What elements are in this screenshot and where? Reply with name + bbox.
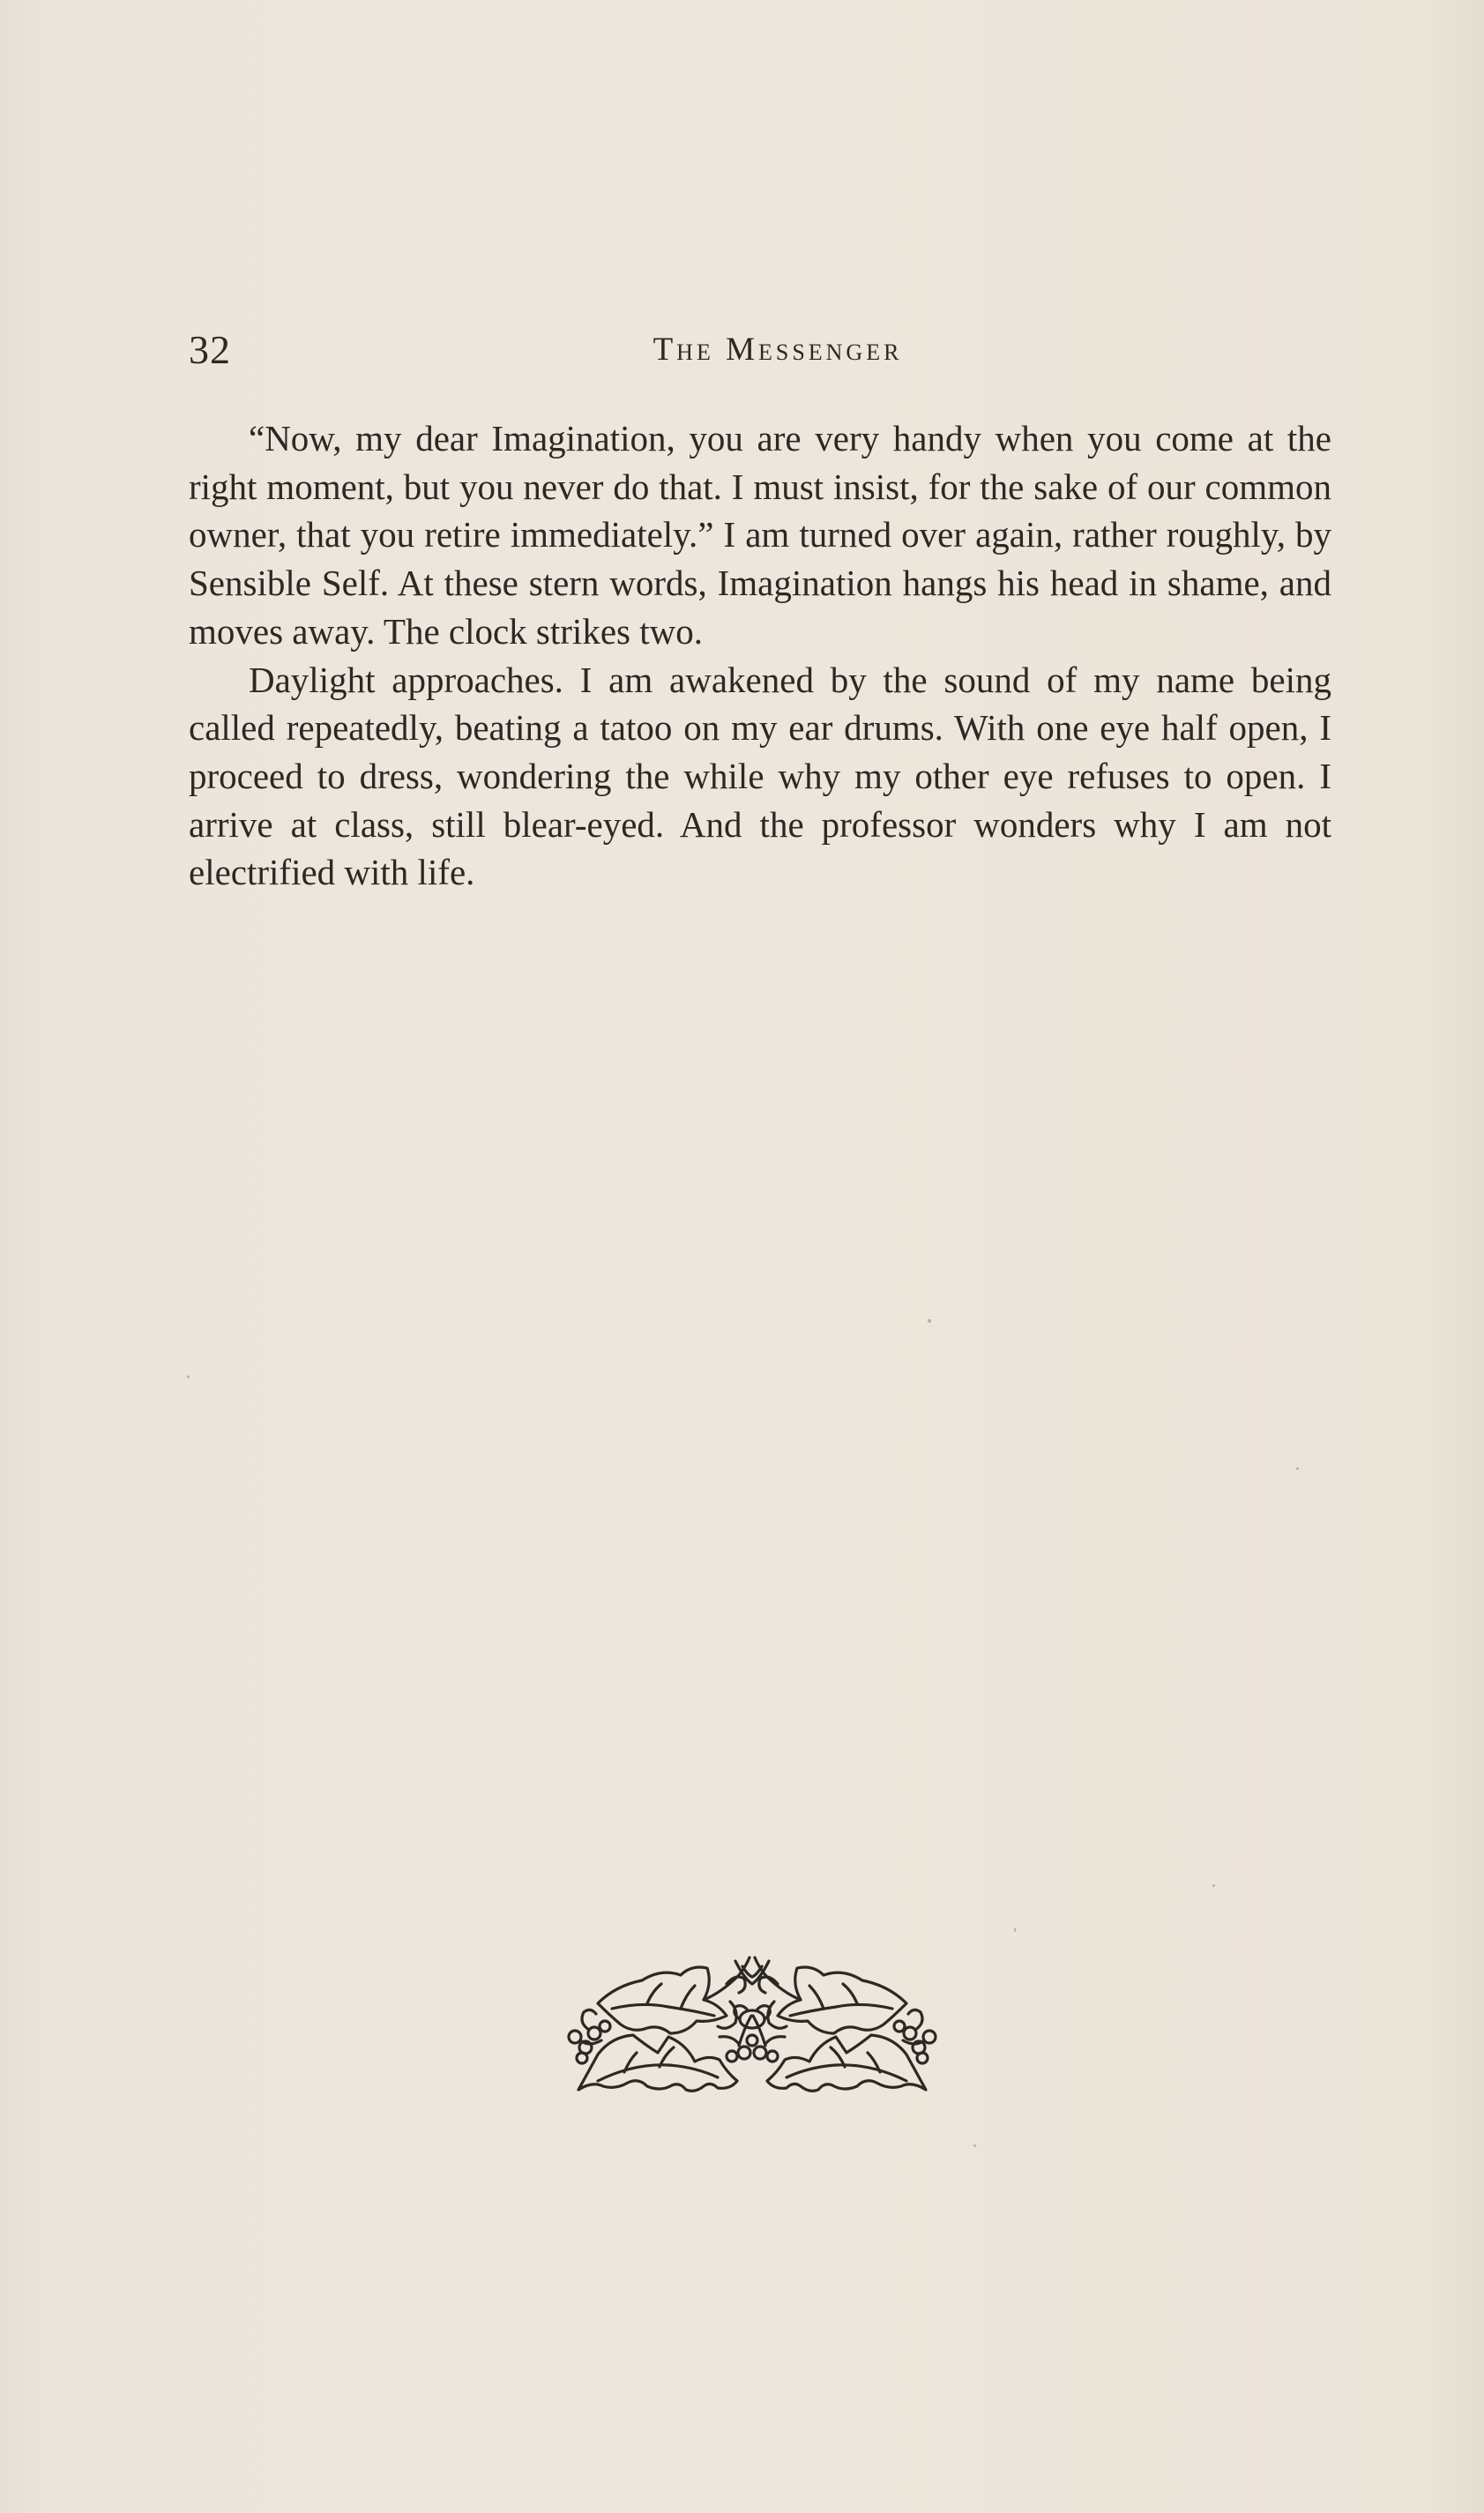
floral-vine-ornament-icon [563,1949,942,2099]
running-title: The Messenger [653,332,903,368]
running-head [189,319,1331,381]
paper-speck [928,1319,931,1323]
paragraph: Daylight approaches. I am awakened by the sound of my name being called repeatedly, beating a tatoo on my ear drums. With one eye half open, I proceed to dress, wondering the while why my other eye refuses to open. I arrive at class, still blear-eyed. And the professor wonders why I am not electrified with life. [189,659,1331,893]
body-text [189,414,1331,897]
paper-speck [973,2144,976,2147]
paper-speck [187,1376,190,1378]
page-number: 32 [189,327,231,372]
paragraph: “Now, my dear Imagination, you are very handy when you come at the right moment, but you never do that. I must insist, for the sake of our common owner, that you retire immediately.” I am turned over again, rather roughly, by Sensible Self. At these stern words, Imagination hangs his head in shame, and moves away. The clock strikes two. [189,418,1331,652]
paper-speck [1296,1467,1299,1470]
paper-speck [1212,1884,1215,1887]
paper-speck [1014,1928,1016,1932]
